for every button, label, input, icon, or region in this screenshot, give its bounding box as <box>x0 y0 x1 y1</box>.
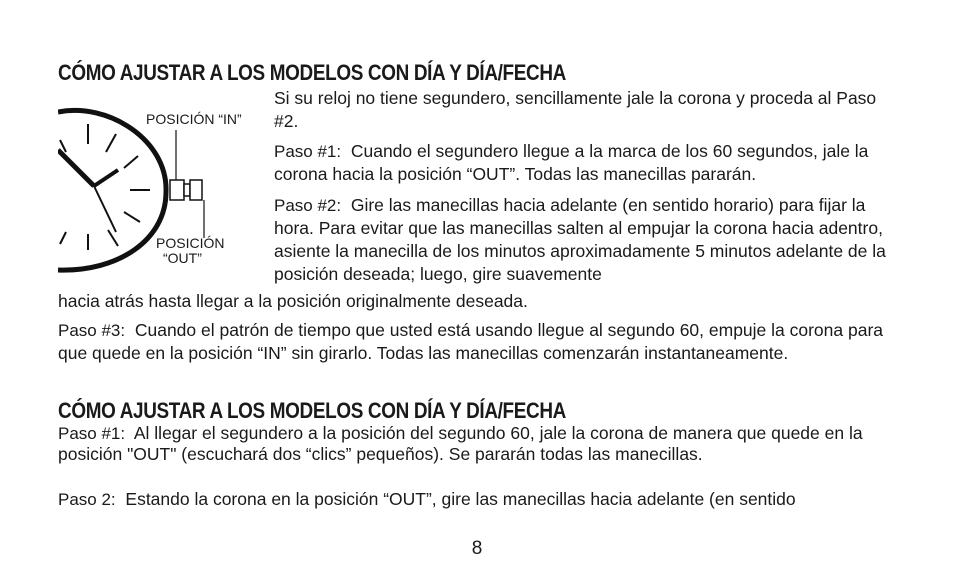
section-heading-1: CÓMO AJUSTAR A LOS MODELOS CON DÍA Y DÍA/FECHA <box>58 60 567 85</box>
section2-step-2-text: Estando la corona en la posición “OUT”, gire las manecillas hacia adelante (en sentido <box>125 489 796 509</box>
intro-paragraph: Si su reloj no tiene segundero, sencillamente jale la corona y proceda al Paso #2. <box>274 88 877 131</box>
step-3-text: Cuando el patrón de tiempo que usted está usando llegue al segundo 60, empuje la corona para que quede en la posición “IN” sin girarlo. Todas las manecillas comenzarán instantaneamente. <box>58 320 884 363</box>
step-1-text: Cuando el segundero llegue a la marca de los 60 segundos, jale la corona hacia la posición “OUT”. Todas las manecillas pararán. <box>274 141 869 184</box>
step-3-label: Paso #3: <box>58 321 126 340</box>
step-3-paragraph <box>58 319 908 365</box>
step-2-continuation: hacia atrás hasta llegar a la posición originalmente deseada. <box>58 291 528 311</box>
step-1-label: Paso #1: <box>274 142 342 161</box>
section2-step-1-label: Paso #1: <box>58 424 126 443</box>
section2-step-2-label: Paso 2: <box>58 490 116 509</box>
section2-step-2-paragraph <box>58 488 918 511</box>
label-position-out-1: POSICIÓN <box>156 235 225 251</box>
step-2-label: Paso #2: <box>274 196 342 215</box>
label-position-out-2: “OUT” <box>163 250 202 266</box>
section2-step-1-text: Al llegar el segundero a la posición del segundo 60, jale la corona de manera que quede en la posición "OUT" (escuchará dos “clics” pequeños). Se pararán todas las manecillas. <box>58 423 863 464</box>
label-position-in: POSICIÓN “IN” <box>146 111 242 127</box>
step-2-text: Gire las manecillas hacia adelante (en sentido horario) para fijar la hora. Para evitar que las manecillas salten al empujar la corona hacia adentro, asiente la manecilla de los minutos aproximadamente 5 minutos adelante de la posición deseada; luego, gire suavemente <box>274 195 886 284</box>
page-number: 8 <box>471 538 483 559</box>
section-heading-2: CÓMO AJUSTAR A LOS MODELOS CON DÍA Y DÍA/FECHA <box>58 398 567 423</box>
step-1-paragraph <box>274 140 899 186</box>
section2-step-1-paragraph <box>58 423 908 464</box>
step-2-paragraph <box>274 194 899 286</box>
